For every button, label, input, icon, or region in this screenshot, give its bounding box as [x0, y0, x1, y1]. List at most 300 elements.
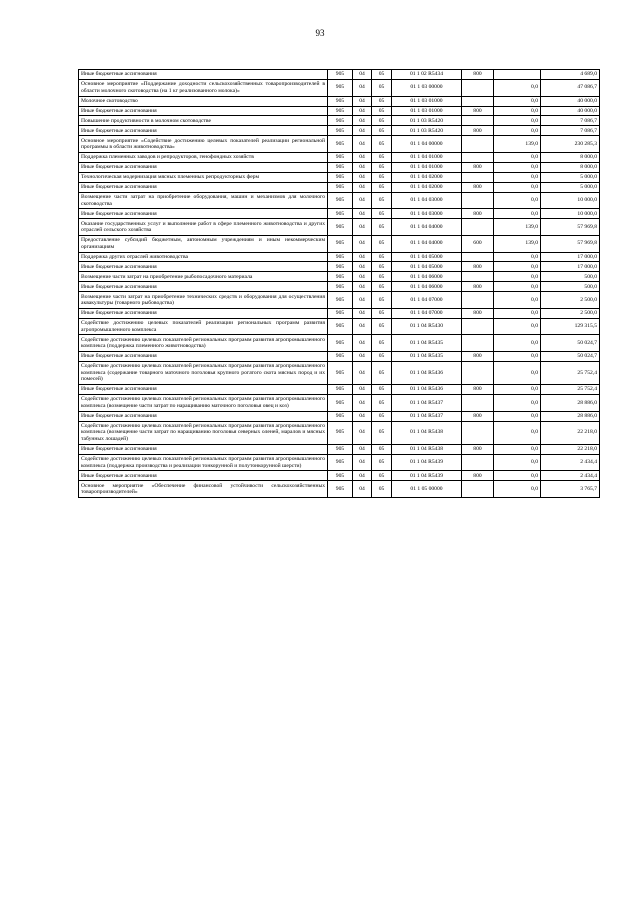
table-row: [79, 262, 600, 272]
ministry-code-cell: 905: [328, 471, 353, 481]
target-article-cell: 01 1 04 04000: [392, 219, 462, 236]
section-code-cell: 04: [353, 252, 372, 262]
amount-1-cell: 0,0: [494, 209, 541, 219]
row-name-cell: Иные бюджетные ассигнования: [79, 385, 328, 395]
expense-type-cell: 800: [462, 70, 494, 80]
expense-type-cell: 800: [462, 106, 494, 116]
budget-table: [78, 69, 600, 498]
amount-2-cell: 2 500,0: [541, 308, 600, 318]
table-row: [79, 471, 600, 481]
target-article-cell: 01 1 04 R5435: [392, 352, 462, 362]
ministry-code-cell: 905: [328, 136, 353, 153]
amount-2-cell: 28 886,0: [541, 411, 600, 421]
row-name-cell: Оказание государственных услуг и выполнение работ в сфере племенного животноводства и других отраслей сельского хозяйства: [79, 219, 328, 236]
ministry-code-cell: 905: [328, 70, 353, 80]
amount-1-cell: 0,0: [494, 411, 541, 421]
amount-2-cell: 40 000,0: [541, 96, 600, 106]
ministry-code-cell: 905: [328, 444, 353, 454]
section-code-cell: 04: [353, 471, 372, 481]
subsection-code-cell: 05: [372, 162, 392, 172]
ministry-code-cell: 905: [328, 318, 353, 335]
section-code-cell: 04: [353, 385, 372, 395]
section-code-cell: 04: [353, 421, 372, 444]
ministry-code-cell: 905: [328, 219, 353, 236]
amount-1-cell: 0,0: [494, 454, 541, 471]
ministry-code-cell: 905: [328, 106, 353, 116]
amount-1-cell: 0,0: [494, 192, 541, 209]
target-article-cell: 01 1 02 R5434: [392, 70, 462, 80]
amount-2-cell: 230 285,3: [541, 136, 600, 153]
target-article-cell: 01 1 04 R5439: [392, 471, 462, 481]
amount-2-cell: 10 000,0: [541, 209, 600, 219]
amount-1-cell: 139,0: [494, 219, 541, 236]
amount-1-cell: 0,0: [494, 481, 541, 498]
ministry-code-cell: 905: [328, 272, 353, 282]
amount-1-cell: [494, 70, 541, 80]
row-name-cell: Иные бюджетные ассигнования: [79, 282, 328, 292]
amount-1-cell: 0,0: [494, 362, 541, 385]
expense-type-cell: 800: [462, 282, 494, 292]
section-code-cell: 04: [353, 318, 372, 335]
ministry-code-cell: 905: [328, 172, 353, 182]
table-row: [79, 352, 600, 362]
target-article-cell: 01 1 03 01000: [392, 96, 462, 106]
amount-2-cell: 25 752,4: [541, 385, 600, 395]
section-code-cell: 04: [353, 136, 372, 153]
section-code-cell: 04: [353, 235, 372, 252]
table-row: [79, 395, 600, 412]
row-name-cell: Поддержка других отраслей животноводства: [79, 252, 328, 262]
amount-1-cell: 0,0: [494, 252, 541, 262]
table-row: [79, 272, 600, 282]
expense-type-cell: [462, 172, 494, 182]
amount-2-cell: 8 000,0: [541, 162, 600, 172]
section-code-cell: 04: [353, 126, 372, 136]
amount-1-cell: 0,0: [494, 335, 541, 352]
amount-1-cell: 0,0: [494, 318, 541, 335]
expense-type-cell: [462, 318, 494, 335]
table-row: [79, 219, 600, 236]
section-code-cell: 04: [353, 444, 372, 454]
ministry-code-cell: 905: [328, 335, 353, 352]
subsection-code-cell: 05: [372, 444, 392, 454]
table-row: [79, 282, 600, 292]
amount-1-cell: 0,0: [494, 395, 541, 412]
row-name-cell: Технологическая модернизация мясных племенных репродукторных ферм: [79, 172, 328, 182]
section-code-cell: 04: [353, 335, 372, 352]
row-name-cell: Иные бюджетные ассигнования: [79, 308, 328, 318]
expense-type-cell: 800: [462, 209, 494, 219]
amount-2-cell: 17 000,0: [541, 262, 600, 272]
subsection-code-cell: 05: [372, 421, 392, 444]
target-article-cell: 01 1 04 07000: [392, 308, 462, 318]
target-article-cell: 01 1 04 03000: [392, 209, 462, 219]
subsection-code-cell: 05: [372, 471, 392, 481]
section-code-cell: 04: [353, 152, 372, 162]
subsection-code-cell: 05: [372, 126, 392, 136]
table-row: [79, 252, 600, 262]
subsection-code-cell: 05: [372, 209, 392, 219]
subsection-code-cell: 05: [372, 70, 392, 80]
row-name-cell: Поддержка племенных заводов и репродукторов, генофондных хозяйств: [79, 152, 328, 162]
amount-2-cell: 129 315,5: [541, 318, 600, 335]
expense-type-cell: [462, 362, 494, 385]
amount-2-cell: 500,0: [541, 272, 600, 282]
expense-type-cell: 800: [462, 262, 494, 272]
subsection-code-cell: 05: [372, 362, 392, 385]
amount-2-cell: 47 086,7: [541, 79, 600, 96]
ministry-code-cell: 905: [328, 235, 353, 252]
table-row: [79, 444, 600, 454]
amount-2-cell: 28 886,0: [541, 395, 600, 412]
amount-1-cell: 0,0: [494, 152, 541, 162]
amount-1-cell: 0,0: [494, 444, 541, 454]
section-code-cell: 04: [353, 192, 372, 209]
table-row: [79, 116, 600, 126]
expense-type-cell: 800: [462, 471, 494, 481]
row-name-cell: Предоставление субсидий бюджетным, автономным учреждениям и иным некоммерческим организациям: [79, 235, 328, 252]
section-code-cell: 04: [353, 96, 372, 106]
target-article-cell: 01 1 04 04000: [392, 235, 462, 252]
table-row: [79, 292, 600, 309]
target-article-cell: 01 1 04 05000: [392, 252, 462, 262]
ministry-code-cell: 905: [328, 126, 353, 136]
target-article-cell: 01 1 04 06000: [392, 282, 462, 292]
amount-2-cell: 17 000,0: [541, 252, 600, 262]
ministry-code-cell: 905: [328, 282, 353, 292]
ministry-code-cell: 905: [328, 481, 353, 498]
row-name-cell: Основное мероприятие «Обеспечение финансовой устойчивости сельскохозяйственных товаропроизводителей»: [79, 481, 328, 498]
expense-type-cell: [462, 79, 494, 96]
subsection-code-cell: 05: [372, 182, 392, 192]
subsection-code-cell: 05: [372, 395, 392, 412]
subsection-code-cell: 05: [372, 172, 392, 182]
row-name-cell: Содействие достижению целевых показателей региональных программ развития агропромышленного комплекса (возмещение части затрат по наращиванию маточного поголовья овец и коз): [79, 395, 328, 412]
expense-type-cell: [462, 481, 494, 498]
amount-1-cell: 0,0: [494, 262, 541, 272]
ministry-code-cell: 905: [328, 209, 353, 219]
ministry-code-cell: 905: [328, 162, 353, 172]
subsection-code-cell: 05: [372, 219, 392, 236]
table-row: [79, 162, 600, 172]
budget-table-body: [79, 70, 600, 498]
section-code-cell: 04: [353, 272, 372, 282]
section-code-cell: 04: [353, 162, 372, 172]
section-code-cell: 04: [353, 481, 372, 498]
subsection-code-cell: 05: [372, 262, 392, 272]
ministry-code-cell: 905: [328, 385, 353, 395]
table-row: [79, 136, 600, 153]
row-name-cell: Иные бюджетные ассигнования: [79, 352, 328, 362]
section-code-cell: 04: [353, 308, 372, 318]
row-name-cell: Возмещение части затрат на приобретение рыбопосадочного материала: [79, 272, 328, 282]
amount-2-cell: 50 024,7: [541, 352, 600, 362]
table-row: [79, 172, 600, 182]
amount-2-cell: 2 434,4: [541, 471, 600, 481]
row-name-cell: Иные бюджетные ассигнования: [79, 70, 328, 80]
table-row: [79, 209, 600, 219]
ministry-code-cell: 905: [328, 308, 353, 318]
section-code-cell: 04: [353, 352, 372, 362]
expense-type-cell: 800: [462, 162, 494, 172]
subsection-code-cell: 05: [372, 282, 392, 292]
amount-2-cell: 500,0: [541, 282, 600, 292]
target-article-cell: 01 1 04 01000: [392, 162, 462, 172]
row-name-cell: Иные бюджетные ассигнования: [79, 182, 328, 192]
section-code-cell: 04: [353, 282, 372, 292]
section-code-cell: 04: [353, 411, 372, 421]
ministry-code-cell: 905: [328, 79, 353, 96]
subsection-code-cell: 05: [372, 192, 392, 209]
section-code-cell: 04: [353, 106, 372, 116]
section-code-cell: 04: [353, 116, 372, 126]
table-row: [79, 318, 600, 335]
target-article-cell: 01 1 04 R5436: [392, 362, 462, 385]
amount-2-cell: 25 752,4: [541, 362, 600, 385]
ministry-code-cell: 905: [328, 352, 353, 362]
expense-type-cell: [462, 219, 494, 236]
amount-1-cell: 0,0: [494, 79, 541, 96]
section-code-cell: 04: [353, 209, 372, 219]
subsection-code-cell: 05: [372, 454, 392, 471]
table-row: [79, 126, 600, 136]
expense-type-cell: 800: [462, 411, 494, 421]
subsection-code-cell: 05: [372, 106, 392, 116]
row-name-cell: Молочное скотоводство: [79, 96, 328, 106]
section-code-cell: 04: [353, 395, 372, 412]
amount-1-cell: 0,0: [494, 352, 541, 362]
subsection-code-cell: 05: [372, 318, 392, 335]
target-article-cell: 01 1 04 R5438: [392, 444, 462, 454]
amount-2-cell: 3 765,7: [541, 481, 600, 498]
row-name-cell: Основное мероприятие «Содействие достижению целевых показателей реализации региональной программы в области животноводства»: [79, 136, 328, 153]
row-name-cell: Содействие достижению целевых показателей региональных программ развития агропромышленного комплекса (поддержка племенного животноводства): [79, 335, 328, 352]
row-name-cell: Иные бюджетные ассигнования: [79, 209, 328, 219]
ministry-code-cell: 905: [328, 421, 353, 444]
amount-1-cell: 0,0: [494, 126, 541, 136]
subsection-code-cell: 05: [372, 308, 392, 318]
section-code-cell: 04: [353, 219, 372, 236]
table-row: [79, 235, 600, 252]
amount-1-cell: 0,0: [494, 308, 541, 318]
amount-1-cell: 0,0: [494, 385, 541, 395]
ministry-code-cell: 905: [328, 96, 353, 106]
amount-2-cell: 7 086,7: [541, 126, 600, 136]
target-article-cell: 01 1 04 02000: [392, 182, 462, 192]
target-article-cell: 01 1 04 R5439: [392, 454, 462, 471]
subsection-code-cell: 05: [372, 411, 392, 421]
amount-1-cell: 0,0: [494, 96, 541, 106]
table-row: [79, 182, 600, 192]
subsection-code-cell: 05: [372, 385, 392, 395]
amount-1-cell: 139,0: [494, 235, 541, 252]
target-article-cell: 01 1 04 R5437: [392, 395, 462, 412]
row-name-cell: Иные бюджетные ассигнования: [79, 162, 328, 172]
section-code-cell: 04: [353, 182, 372, 192]
table-row: [79, 106, 600, 116]
table-row: [79, 192, 600, 209]
target-article-cell: 01 1 04 05000: [392, 262, 462, 272]
ministry-code-cell: 905: [328, 395, 353, 412]
target-article-cell: 01 1 04 R5438: [392, 421, 462, 444]
amount-2-cell: 8 000,0: [541, 152, 600, 162]
target-article-cell: 01 1 04 R5436: [392, 385, 462, 395]
expense-type-cell: 800: [462, 308, 494, 318]
expense-type-cell: [462, 335, 494, 352]
amount-1-cell: 0,0: [494, 292, 541, 309]
section-code-cell: 04: [353, 362, 372, 385]
expense-type-cell: 800: [462, 444, 494, 454]
row-name-cell: Возмещение части затрат на приобретение технических средств и оборудования для осуществления аквакультуры (товарного рыбоводства): [79, 292, 328, 309]
amount-1-cell: 0,0: [494, 116, 541, 126]
section-code-cell: 04: [353, 79, 372, 96]
row-name-cell: Содействие достижению целевых показателей региональных программ развития агропромышленного комплекса (содержание товарного маточного поголовья крупного рогатого скота мясных пород и их помесей): [79, 362, 328, 385]
target-article-cell: 01 1 04 03000: [392, 192, 462, 209]
ministry-code-cell: 905: [328, 262, 353, 272]
target-article-cell: 01 1 03 R5420: [392, 126, 462, 136]
target-article-cell: 01 1 04 02000: [392, 172, 462, 182]
amount-1-cell: 0,0: [494, 282, 541, 292]
ministry-code-cell: 905: [328, 152, 353, 162]
amount-2-cell: 5 000,0: [541, 182, 600, 192]
target-article-cell: 01 1 04 01000: [392, 152, 462, 162]
expense-type-cell: 800: [462, 182, 494, 192]
amount-1-cell: 0,0: [494, 471, 541, 481]
section-code-cell: 04: [353, 172, 372, 182]
table-row: [79, 308, 600, 318]
subsection-code-cell: 05: [372, 352, 392, 362]
ministry-code-cell: 905: [328, 292, 353, 309]
section-code-cell: 04: [353, 70, 372, 80]
target-article-cell: 01 1 04 R5430: [392, 318, 462, 335]
amount-1-cell: 0,0: [494, 272, 541, 282]
section-code-cell: 04: [353, 262, 372, 272]
row-name-cell: Основное мероприятие «Поддержание доходности сельскохозяйственных товаропроизводителей в области молочного скотоводства (на 1 кг реализованного молока)»: [79, 79, 328, 96]
ministry-code-cell: 905: [328, 116, 353, 126]
ministry-code-cell: 905: [328, 192, 353, 209]
table-row: [79, 152, 600, 162]
row-name-cell: Повышение продуктивности в молочном скотоводстве: [79, 116, 328, 126]
row-name-cell: Иные бюджетные ассигнования: [79, 106, 328, 116]
amount-1-cell: 0,0: [494, 162, 541, 172]
table-row: [79, 454, 600, 471]
table-row: [79, 96, 600, 106]
amount-2-cell: 22 218,0: [541, 444, 600, 454]
ministry-code-cell: 905: [328, 252, 353, 262]
amount-2-cell: 22 218,0: [541, 421, 600, 444]
amount-2-cell: 2 434,4: [541, 454, 600, 471]
row-name-cell: Иные бюджетные ассигнования: [79, 444, 328, 454]
section-code-cell: 04: [353, 454, 372, 471]
expense-type-cell: 600: [462, 235, 494, 252]
table-row: [79, 335, 600, 352]
subsection-code-cell: 05: [372, 79, 392, 96]
expense-type-cell: [462, 192, 494, 209]
expense-type-cell: [462, 272, 494, 282]
target-article-cell: 01 1 04 R5437: [392, 411, 462, 421]
target-article-cell: 01 1 03 00000: [392, 79, 462, 96]
subsection-code-cell: 05: [372, 152, 392, 162]
amount-2-cell: 10 000,0: [541, 192, 600, 209]
target-article-cell: 01 1 03 01000: [392, 106, 462, 116]
amount-2-cell: 50 024,7: [541, 335, 600, 352]
ministry-code-cell: 905: [328, 182, 353, 192]
expense-type-cell: 800: [462, 352, 494, 362]
expense-type-cell: [462, 252, 494, 262]
subsection-code-cell: 05: [372, 116, 392, 126]
table-row: [79, 385, 600, 395]
ministry-code-cell: 905: [328, 411, 353, 421]
row-name-cell: Возмещение части затрат на приобретение оборудования, машин и механизмов для молочного скотоводства: [79, 192, 328, 209]
section-code-cell: 04: [353, 292, 372, 309]
target-article-cell: 01 1 05 00000: [392, 481, 462, 498]
amount-1-cell: 0,0: [494, 106, 541, 116]
row-name-cell: Иные бюджетные ассигнования: [79, 126, 328, 136]
row-name-cell: Содействие достижению целевых показателей региональных программ развития агропромышленного комплекса (поддержка производства и реализации тонкорунной и полутонкорунной шерсти): [79, 454, 328, 471]
amount-2-cell: 40 000,0: [541, 106, 600, 116]
row-name-cell: Содействие достижению целевых показателей региональных программ развития агропромышленного комплекса (возмещение части затрат по наращиванию поголовья северных оленей, маралов и мясных табунных лошадей): [79, 421, 328, 444]
expense-type-cell: [462, 454, 494, 471]
table-row: [79, 70, 600, 80]
amount-1-cell: 0,0: [494, 421, 541, 444]
ministry-code-cell: 905: [328, 454, 353, 471]
row-name-cell: Иные бюджетные ассигнования: [79, 471, 328, 481]
subsection-code-cell: 05: [372, 292, 392, 309]
target-article-cell: 01 1 04 06000: [392, 272, 462, 282]
amount-2-cell: 7 086,7: [541, 116, 600, 126]
target-article-cell: 01 1 03 R5420: [392, 116, 462, 126]
expense-type-cell: [462, 116, 494, 126]
ministry-code-cell: 905: [328, 362, 353, 385]
target-article-cell: 01 1 04 00000: [392, 136, 462, 153]
expense-type-cell: [462, 395, 494, 412]
subsection-code-cell: 05: [372, 335, 392, 352]
target-article-cell: 01 1 04 07000: [392, 292, 462, 309]
amount-2-cell: 4 689,0: [541, 70, 600, 80]
expense-type-cell: 800: [462, 385, 494, 395]
subsection-code-cell: 05: [372, 136, 392, 153]
expense-type-cell: [462, 96, 494, 106]
subsection-code-cell: 05: [372, 235, 392, 252]
expense-type-cell: [462, 292, 494, 309]
target-article-cell: 01 1 04 R5435: [392, 335, 462, 352]
expense-type-cell: [462, 152, 494, 162]
amount-2-cell: 57 969,8: [541, 235, 600, 252]
table-row: [79, 79, 600, 96]
row-name-cell: Иные бюджетные ассигнования: [79, 262, 328, 272]
expense-type-cell: 800: [462, 126, 494, 136]
row-name-cell: Иные бюджетные ассигнования: [79, 411, 328, 421]
amount-1-cell: 0,0: [494, 182, 541, 192]
page-number: 93: [315, 28, 325, 38]
table-row: [79, 421, 600, 444]
row-name-cell: Содействие достижению целевых показателей реализации региональных программ развития агропромышленного комплекса: [79, 318, 328, 335]
table-row: [79, 411, 600, 421]
subsection-code-cell: 05: [372, 96, 392, 106]
amount-2-cell: 57 969,8: [541, 219, 600, 236]
expense-type-cell: [462, 421, 494, 444]
amount-2-cell: 2 500,0: [541, 292, 600, 309]
subsection-code-cell: 05: [372, 252, 392, 262]
amount-1-cell: 139,0: [494, 136, 541, 153]
table-row: [79, 362, 600, 385]
amount-1-cell: 0,0: [494, 172, 541, 182]
expense-type-cell: [462, 136, 494, 153]
subsection-code-cell: 05: [372, 272, 392, 282]
table-row: [79, 481, 600, 498]
subsection-code-cell: 05: [372, 481, 392, 498]
amount-2-cell: 5 000,0: [541, 172, 600, 182]
